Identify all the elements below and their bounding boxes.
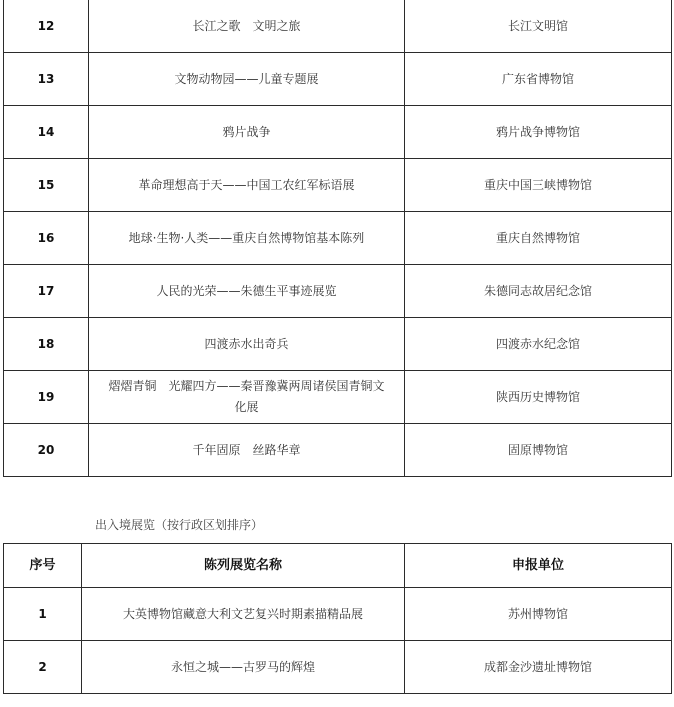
applicant-unit: 重庆自然博物馆 [405,212,672,265]
exhibition-name: 文物动物园——儿童专题展 [89,53,405,106]
row-number: 20 [4,424,89,477]
row-number: 2 [4,641,82,694]
row-number: 13 [4,53,89,106]
row-number: 16 [4,212,89,265]
section-title: 出入境展览（按行政区划排序） [95,518,264,532]
exhibition-name: 人民的光荣——朱德生平事迹展览 [89,265,405,318]
header-applicant-unit: 申报单位 [405,544,672,588]
table-row [4,53,672,106]
table-row [4,106,672,159]
table-row [4,265,672,318]
applicant-unit: 重庆中国三峡博物馆 [405,159,672,212]
table-row [4,212,672,265]
exhibition-name: 四渡赤水出奇兵 [89,318,405,371]
applicant-unit: 广东省博物馆 [405,53,672,106]
table-row [4,371,672,424]
header-number: 序号 [4,544,82,588]
applicant-unit: 成都金沙遗址博物馆 [405,641,672,694]
applicant-unit: 鸦片战争博物馆 [405,106,672,159]
row-number: 19 [4,371,89,424]
exhibition-table-continued [3,0,672,477]
exhibition-name: 地球·生物·人类——重庆自然博物馆基本陈列 [89,212,405,265]
row-number: 18 [4,318,89,371]
applicant-unit: 长江文明馆 [405,0,672,53]
applicant-unit: 朱德同志故居纪念馆 [405,265,672,318]
table-row [4,318,672,371]
table-header-row [4,544,672,588]
applicant-unit: 苏州博物馆 [405,588,672,641]
exhibition-name: 革命理想高于天——中国工农红军标语展 [89,159,405,212]
table-row [4,641,672,694]
inbound-outbound-exhibition-table [3,543,672,694]
applicant-unit: 固原博物馆 [405,424,672,477]
exhibition-name: 大英博物馆藏意大利文艺复兴时期素描精品展 [82,588,405,641]
applicant-unit: 四渡赤水纪念馆 [405,318,672,371]
table-row [4,159,672,212]
applicant-unit: 陕西历史博物馆 [405,371,672,424]
exhibition-name: 熠熠青铜 光耀四方——秦晋豫冀两周诸侯国青铜文化展 [89,371,405,424]
exhibition-name: 鸦片战争 [89,106,405,159]
exhibition-name: 长江之歌 文明之旅 [89,0,405,53]
table-row [4,0,672,53]
row-number: 15 [4,159,89,212]
exhibition-name: 千年固原 丝路华章 [89,424,405,477]
row-number: 12 [4,0,89,53]
table-row [4,424,672,477]
header-exhibition-name: 陈列展览名称 [82,544,405,588]
row-number: 17 [4,265,89,318]
row-number: 14 [4,106,89,159]
table-row [4,588,672,641]
row-number: 1 [4,588,82,641]
exhibition-name: 永恒之城——古罗马的辉煌 [82,641,405,694]
